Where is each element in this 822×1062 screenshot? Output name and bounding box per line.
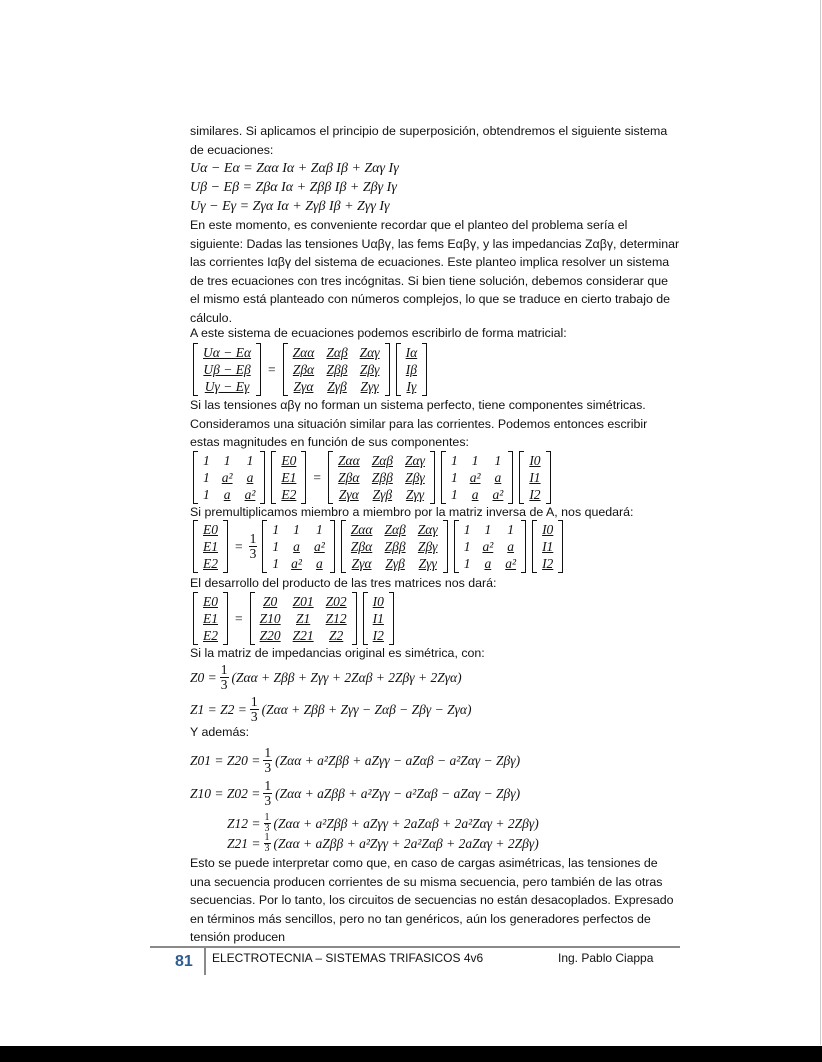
matrix-cell: a (484, 556, 492, 571)
matrix-cell: a (293, 539, 300, 554)
matrix-cell: Zαβ (371, 453, 394, 468)
operator: = (235, 610, 243, 626)
matrix-cell: Zβα (338, 470, 360, 485)
matrix-cell: Zαγ (405, 453, 425, 468)
matrix-cell: E1 (281, 470, 297, 485)
paragraph: Si las tensiones αβγ no forman un sistema perfecto, tiene componentes simétricas. Consideramos una situación similar para las corrientes. Podemos entonces escribir estas magnitudes en función de sus componentes: (190, 398, 648, 450)
impedance-equation (227, 813, 539, 834)
denominator: 3 (220, 677, 228, 692)
matrix-cell: 1 (484, 522, 492, 537)
matrix-cell: Zβγ (417, 539, 438, 554)
matrix-cell: E1 (203, 539, 218, 554)
matrix-cell: 1 (494, 453, 502, 468)
fraction (264, 813, 271, 834)
matrix-cell: Z21 (292, 628, 314, 643)
matrix-cell: I0 (529, 453, 541, 468)
matrix-cell: Zγβ (372, 487, 393, 502)
matrix (519, 451, 550, 504)
matrix (250, 592, 357, 645)
matrix-equation (190, 451, 554, 504)
matrix-cell: a² (469, 470, 481, 485)
equation-lhs: Z10 = Z02 = (190, 785, 261, 801)
matrix-cell: a² (482, 539, 494, 554)
matrix (341, 520, 448, 573)
matrix-cell: 1 (203, 487, 210, 502)
matrix-cell: Zγα (338, 487, 359, 502)
matrix-cell: E2 (203, 556, 218, 571)
numerator: 1 (250, 694, 258, 709)
matrix-cell: Z10 (259, 611, 281, 626)
matrix-cell: Zγβ (327, 379, 347, 394)
matrix-cell: Zβα (292, 362, 315, 377)
matrix (454, 520, 526, 573)
matrix-cell: a² (221, 470, 233, 485)
matrix-cell: 1 (463, 556, 471, 571)
matrix (532, 520, 563, 573)
paragraph: Esto se puede interpretar como que, en caso de cargas asimétricas, las tensiones de una secuencia producen corrientes de su misma secuencia, pero también de las otras secuencias. Por lo tanto, los circuitos de secuencias no están desacoplados. Expresado en términos más sencillos, pero no tan genéricos, aún los generadores perfectos de tensión producen (190, 856, 674, 945)
fraction (249, 532, 258, 561)
matrix-cell: Zγα (351, 556, 372, 571)
matrix-cell: 1 (463, 539, 471, 554)
matrix-cell: Zαα (338, 453, 360, 468)
equation-lhs: Z0 = (190, 669, 217, 685)
matrix-cell: a (507, 539, 515, 554)
numerator: 1 (264, 745, 272, 760)
matrix (193, 451, 265, 504)
equation: Uγ − Eγ = Zγα Iα + Zγβ Iβ + Zγγ Iγ (190, 199, 390, 214)
numerator: 1 (264, 832, 270, 843)
matrix (271, 451, 306, 504)
matrix-cell: I1 (542, 539, 554, 554)
matrix-cell: Z01 (292, 594, 314, 609)
paragraph: En este momento, es conveniente recordar que el planteo del problema sería el siguiente: Dadas las tensiones Uαβγ, las fems Eαβγ, y las impedancias Zαβγ, determinar las corrientes Iαβγ del sistema de ecuaciones. Este planteo implica resolver un sistema de tres ecuaciones con tres incógnitas. Si bien tiene solución, debemos considerar que el mismo está planteado con números complejos, lo que se traduce en cierto trabajo de cálculo. (190, 218, 680, 325)
equation-rhs: (Zαα + a²Zββ + aZγγ − aZαβ − a²Zαγ − Zβγ) (275, 752, 521, 768)
matrix-cell: 1 (293, 522, 300, 537)
matrix-cell: E1 (203, 611, 218, 626)
matrix-cell: 1 (203, 470, 210, 485)
matrix (363, 592, 394, 645)
impedance-equation (190, 695, 471, 724)
fraction (220, 663, 229, 692)
paragraph: El desarrollo del producto de las tres matrices nos dará: (190, 576, 497, 590)
matrix-cell: 1 (471, 453, 479, 468)
matrix-cell: a (223, 487, 231, 502)
matrix-cell: Zγγ (418, 556, 437, 571)
matrix-cell: Zγγ (405, 487, 425, 502)
denominator: 3 (264, 793, 272, 808)
equation: Uα − Eα = Zαα Iα + Zαβ Iβ + Zαγ Iγ (190, 161, 399, 176)
matrix (396, 343, 428, 396)
paragraph: Si la matriz de impedancias original es simétrica, con: (190, 646, 485, 660)
denominator: 3 (264, 843, 270, 854)
matrix-cell: Zγβ (385, 556, 405, 571)
matrix-cell: 1 (246, 453, 254, 468)
matrix-cell: Z02 (325, 594, 347, 609)
equation-rhs: (Zαα + a²Zββ + aZγγ + 2aZαβ + 2a²Zαγ + 2Zβγ) (273, 815, 539, 831)
matrix-cell: a (315, 556, 323, 571)
matrix (193, 520, 228, 573)
paragraph: Si premultiplicamos miembro a miembro por la matriz inversa de A, nos quedará: (190, 505, 634, 519)
footer-divider (204, 947, 206, 975)
matrix (283, 343, 390, 396)
equation: Uβ − Eβ = Zβα Iα + Zββ Iβ + Zβγ Iγ (190, 180, 397, 195)
matrix-cell: 1 (450, 470, 458, 485)
matrix-cell: E0 (203, 594, 218, 609)
matrix-cell: Zαα (292, 345, 315, 360)
operator: = (235, 538, 243, 554)
matrix-cell: Z1 (296, 611, 311, 626)
numerator: 1 (264, 812, 270, 823)
numerator: 1 (220, 662, 228, 677)
equation-lhs: Z1 = Z2 = (190, 701, 247, 717)
matrix-cell: a² (313, 539, 325, 554)
paragraph: similares. Si aplicamos el principio de superposición, obtendremos el siguiente sistema de ecuaciones: (190, 124, 668, 157)
matrix-cell: Zαβ (326, 345, 348, 360)
operator: = (268, 361, 276, 377)
impedance-equation (190, 746, 520, 775)
page-number: 81 (175, 953, 193, 970)
matrix-cell: Z12 (325, 611, 347, 626)
matrix-cell: 1 (272, 539, 280, 554)
matrix-cell: E2 (203, 628, 218, 643)
matrix-cell: Zαγ (359, 345, 380, 360)
matrix-cell: Zββ (326, 362, 348, 377)
matrix-cell: I0 (372, 594, 384, 609)
equation-lhs: Z01 = Z20 = (190, 752, 261, 768)
matrix-cell: Z20 (259, 628, 281, 643)
equation-rhs: (Zαα + Zββ + Zγγ + 2Zαβ + 2Zβγ + 2Zγα) (231, 669, 462, 685)
matrix-cell: Zαγ (417, 522, 438, 537)
matrix-cell: I2 (542, 556, 554, 571)
footer-rule (150, 946, 680, 948)
impedance-equation (190, 779, 520, 808)
bottom-band (0, 1046, 822, 1062)
matrix-cell: Z2 (329, 628, 344, 643)
matrix-cell: 1 (315, 522, 323, 537)
matrix-cell: I2 (529, 487, 541, 502)
operator: = (313, 469, 321, 485)
matrix-cell: I2 (372, 628, 384, 643)
denominator: 3 (249, 546, 257, 561)
matrix (193, 343, 261, 396)
matrix-cell: 1 (507, 522, 515, 537)
paragraph: Y además: (190, 725, 250, 739)
matrix-cell: E2 (281, 487, 297, 502)
matrix-cell: I0 (542, 522, 554, 537)
footer-author: Ing. Pablo Ciappa (558, 951, 654, 965)
matrix-cell: Zαα (350, 522, 373, 537)
matrix-cell: Zβγ (359, 362, 380, 377)
equation-lhs: Z12 = (227, 815, 261, 831)
fraction (263, 779, 272, 808)
matrix-equation (190, 520, 566, 573)
denominator: 3 (250, 709, 258, 724)
matrix (441, 451, 513, 504)
matrix-equation (190, 592, 397, 645)
matrix (193, 592, 228, 645)
matrix-cell: a² (291, 556, 302, 571)
matrix-cell: Zβα (350, 539, 373, 554)
matrix-cell: 1 (463, 522, 471, 537)
matrix-cell: 1 (450, 487, 458, 502)
matrix (262, 520, 334, 573)
matrix-cell: a (471, 487, 479, 502)
fraction (264, 833, 271, 854)
matrix-cell: I1 (529, 470, 541, 485)
matrix (328, 451, 435, 504)
matrix-cell: Uγ − Eγ (204, 379, 250, 394)
matrix-cell: 1 (272, 556, 280, 571)
equation-lhs: Z21 = (227, 835, 261, 851)
numerator: 1 (249, 531, 257, 546)
matrix-cell: 1 (223, 453, 231, 468)
matrix-cell: Iγ (406, 379, 417, 394)
matrix-cell: Zγα (293, 379, 314, 394)
equation-rhs: (Zαα + aZββ + a²Zγγ − a²Zαβ − aZαγ − Zβγ) (275, 785, 521, 801)
matrix-cell: Iβ (405, 362, 417, 377)
fraction (263, 746, 272, 775)
numerator: 1 (264, 778, 272, 793)
matrix-cell: a² (492, 487, 504, 502)
matrix-cell: Zγγ (360, 379, 379, 394)
matrix-cell: Uα − Eα (203, 345, 252, 360)
denominator: 3 (264, 823, 270, 834)
matrix-cell: Zββ (384, 539, 406, 554)
matrix-cell: a (246, 470, 254, 485)
impedance-equation (190, 663, 462, 692)
matrix-cell: a (494, 470, 502, 485)
matrix-cell: Z0 (263, 594, 278, 609)
equation-rhs: (Zαα + Zββ + Zγγ − Zαβ − Zβγ − Zγα) (261, 701, 472, 717)
matrix-cell: 1 (272, 522, 280, 537)
impedance-equation (227, 833, 539, 854)
matrix-cell: E0 (281, 453, 297, 468)
matrix-cell: Uβ − Eβ (203, 362, 251, 377)
fraction (250, 695, 259, 724)
matrix-cell: Zαβ (384, 522, 406, 537)
matrix-cell: 1 (203, 453, 210, 468)
matrix-cell: I1 (372, 611, 384, 626)
matrix-cell: Zβγ (405, 470, 425, 485)
matrix-cell: a² (244, 487, 256, 502)
matrix-cell: E0 (203, 522, 218, 537)
equation-rhs: (Zαα + aZββ + a²Zγγ + 2a²Zαβ + 2aZαγ + 2Zβγ) (273, 835, 539, 851)
matrix-cell: Iα (405, 345, 418, 360)
footer-title: ELECTROTECNIA – SISTEMAS TRIFASICOS 4v6 (212, 951, 484, 965)
matrix-equation (190, 343, 430, 396)
matrix-cell: a² (505, 556, 517, 571)
denominator: 3 (264, 760, 272, 775)
matrix-cell: 1 (450, 453, 458, 468)
matrix-cell: Zββ (371, 470, 393, 485)
paragraph: A este sistema de ecuaciones podemos escribirlo de forma matricial: (190, 326, 567, 340)
